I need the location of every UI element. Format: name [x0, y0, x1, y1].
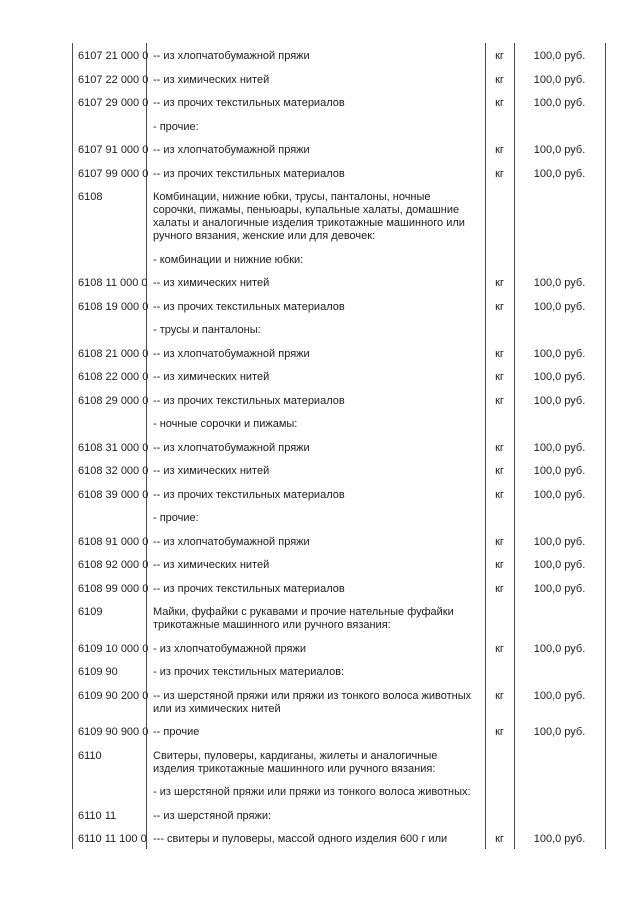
row-description: - из прочих текстильных материалов:	[153, 666, 345, 678]
row-code: 6108 39 000 0	[78, 488, 149, 501]
table-row	[72, 512, 606, 525]
row-rate: 100,0 руб.	[533, 642, 586, 655]
table-row	[72, 606, 606, 632]
row-description: Свитеры, пуловеры, кардиганы, жилеты и аналогичные изделия трикотажные машинного или ручного вязания:	[153, 749, 438, 775]
table-row	[72, 536, 606, 549]
row-code: 6109 90 900 0	[78, 726, 149, 738]
row-unit: кг	[495, 535, 504, 548]
row-rate: 100,0 руб.	[533, 97, 586, 109]
row-description: -- прочие	[153, 726, 200, 738]
table-row	[72, 168, 606, 181]
row-description: -- из химических нитей	[153, 277, 270, 289]
row-code: 6108 11 000 0	[78, 277, 148, 289]
row-unit: кг	[495, 394, 504, 407]
row-rate: 100,0 руб.	[533, 833, 586, 845]
row-description: --- свитеры и пуловеры, массой одного изделия 600 г или	[153, 833, 448, 845]
table-row	[72, 50, 606, 63]
row-code: 6107 99 000 0	[78, 167, 149, 180]
row-description: -- из шерстяной пряжи или пряжи из тонкого волоса животных или из химических нитей	[153, 689, 472, 715]
row-unit: кг	[495, 144, 504, 156]
row-rate: 100,0 руб.	[533, 50, 586, 62]
table-row	[72, 750, 606, 776]
row-rate: 100,0 руб.	[533, 167, 586, 180]
row-code: 6107 91 000 0	[78, 144, 149, 156]
row-description: -- из химических нитей	[153, 73, 270, 86]
row-code: 6108 99 000 0	[78, 582, 149, 595]
row-description: -- из прочих текстильных материалов	[153, 582, 345, 595]
table-row	[72, 371, 606, 384]
row-description: -- из хлопчатобумажной пряжи	[153, 535, 310, 548]
row-description: -- из прочих текстильных материалов	[153, 97, 345, 109]
row-description: -- из прочих текстильных материалов	[153, 488, 345, 501]
row-rate: 100,0 руб.	[533, 371, 586, 383]
table-row	[72, 726, 606, 739]
row-description: -- из хлопчатобумажной пряжи	[153, 144, 310, 156]
row-description: -- из химических нитей	[153, 465, 270, 477]
table-row	[72, 418, 606, 431]
row-description: Майки, фуфайки с рукавами и прочие нательные фуфайки трикотажные машинного или ручного вязания:	[153, 606, 454, 631]
table-row	[72, 301, 606, 314]
table-row	[72, 583, 606, 596]
row-unit: кг	[495, 50, 504, 62]
row-description: -- из прочих текстильных материалов	[153, 300, 345, 313]
row-rate: 100,0 руб.	[533, 465, 586, 477]
row-rate: 100,0 руб.	[533, 726, 586, 738]
row-code: 6108 92 000 0	[78, 559, 149, 571]
row-rate: 100,0 руб.	[533, 488, 586, 501]
row-rate: 100,0 руб.	[533, 73, 586, 86]
table-row	[72, 144, 606, 157]
row-description: - прочие:	[153, 512, 199, 524]
table-row	[72, 465, 606, 478]
table-row	[72, 348, 606, 361]
row-code: 6109 90 200 0	[78, 689, 149, 702]
row-description: -- из хлопчатобумажной пряжи	[153, 441, 310, 454]
row-rate: 100,0 руб.	[533, 559, 586, 571]
table-row	[72, 191, 606, 243]
row-code: 6108 32 000 0	[78, 465, 149, 477]
row-unit: кг	[495, 97, 504, 109]
table-row	[72, 395, 606, 408]
row-code: 6109 90	[78, 666, 118, 678]
table-row	[72, 833, 606, 846]
row-unit: кг	[495, 689, 504, 702]
row-description: Комбинации, нижние юбки, трусы, панталоны, ночные сорочки, пижамы, пеньюары, купальные халаты, домашние халаты и аналогичные изделия трикотажные машинного или ручного вязания, женские или для девочек:	[153, 191, 465, 242]
row-code: 6110 11 100 0	[78, 833, 147, 845]
row-code: 6108 91 000 0	[78, 535, 149, 548]
table-row	[72, 643, 606, 656]
row-rate: 100,0 руб.	[533, 535, 586, 548]
row-description: -- из хлопчатобумажной пряжи	[153, 50, 310, 62]
row-description: -- из хлопчатобумажной пряжи	[153, 347, 310, 360]
row-code: 6108 21 000 0	[78, 347, 149, 360]
row-rate: 100,0 руб.	[533, 582, 586, 595]
table-row	[72, 254, 606, 267]
row-code: 6107 21 000 0	[78, 50, 149, 62]
row-unit: кг	[495, 441, 504, 454]
row-description: -- из прочих текстильных материалов	[153, 167, 345, 180]
table-row	[72, 489, 606, 502]
row-description: - прочие:	[153, 120, 199, 133]
row-unit: кг	[495, 167, 504, 180]
table-row	[72, 559, 606, 572]
table-row	[72, 786, 606, 799]
row-rate: 100,0 руб.	[533, 441, 586, 454]
row-code: 6107 29 000 0	[78, 97, 149, 109]
row-unit: кг	[495, 726, 504, 738]
table-row	[72, 97, 606, 110]
row-description: - из шерстяной пряжи или пряжи из тонкого волоса животных:	[153, 786, 471, 798]
row-description: -- из химических нитей	[153, 371, 270, 383]
row-unit: кг	[495, 559, 504, 571]
row-code: 6108	[78, 191, 103, 203]
row-code: 6109	[78, 606, 103, 618]
table-row	[72, 121, 606, 134]
row-code: 6110	[78, 749, 102, 762]
row-description: - из хлопчатобумажной пряжи	[153, 642, 306, 655]
row-unit: кг	[495, 73, 504, 86]
row-rate: 100,0 руб.	[533, 300, 586, 313]
table-row	[72, 277, 606, 290]
row-unit: кг	[495, 642, 504, 655]
row-rate: 100,0 руб.	[533, 394, 586, 407]
row-unit: кг	[495, 488, 504, 501]
row-rate: 100,0 руб.	[533, 277, 586, 289]
table-row	[72, 810, 606, 823]
row-unit: кг	[495, 371, 504, 383]
row-description: -- из химических нитей	[153, 559, 270, 571]
table-row	[72, 690, 606, 716]
row-description: - ночные сорочки и пижамы:	[153, 418, 298, 430]
row-rate: 100,0 руб.	[533, 689, 586, 702]
row-code: 6110 11	[78, 809, 117, 822]
row-code: 6107 22 000 0	[78, 73, 149, 86]
row-code: 6108 22 000 0	[78, 371, 149, 383]
row-description: - трусы и панталоны:	[153, 324, 261, 336]
row-code: 6108 29 000 0	[78, 394, 149, 407]
tariff-table	[72, 43, 606, 849]
row-unit: кг	[495, 582, 504, 595]
row-unit: кг	[495, 833, 504, 845]
row-unit: кг	[495, 300, 504, 313]
row-unit: кг	[495, 347, 504, 360]
row-code: 6108 31 000 0	[78, 441, 149, 454]
table-row	[72, 666, 606, 679]
tariff-table-rows	[72, 43, 606, 849]
row-unit: кг	[495, 277, 504, 289]
row-description: -- из прочих текстильных материалов	[153, 394, 345, 407]
row-rate: 100,0 руб.	[533, 347, 586, 360]
table-row	[72, 324, 606, 337]
row-code: 6108 19 000 0	[78, 300, 149, 313]
row-description: -- из шерстяной пряжи:	[153, 809, 272, 822]
table-row	[72, 74, 606, 87]
row-rate: 100,0 руб.	[533, 144, 586, 156]
row-description: - комбинации и нижние юбки:	[153, 253, 304, 266]
row-code: 6109 10 000 0	[78, 642, 149, 655]
table-row	[72, 442, 606, 455]
row-unit: кг	[495, 465, 504, 477]
